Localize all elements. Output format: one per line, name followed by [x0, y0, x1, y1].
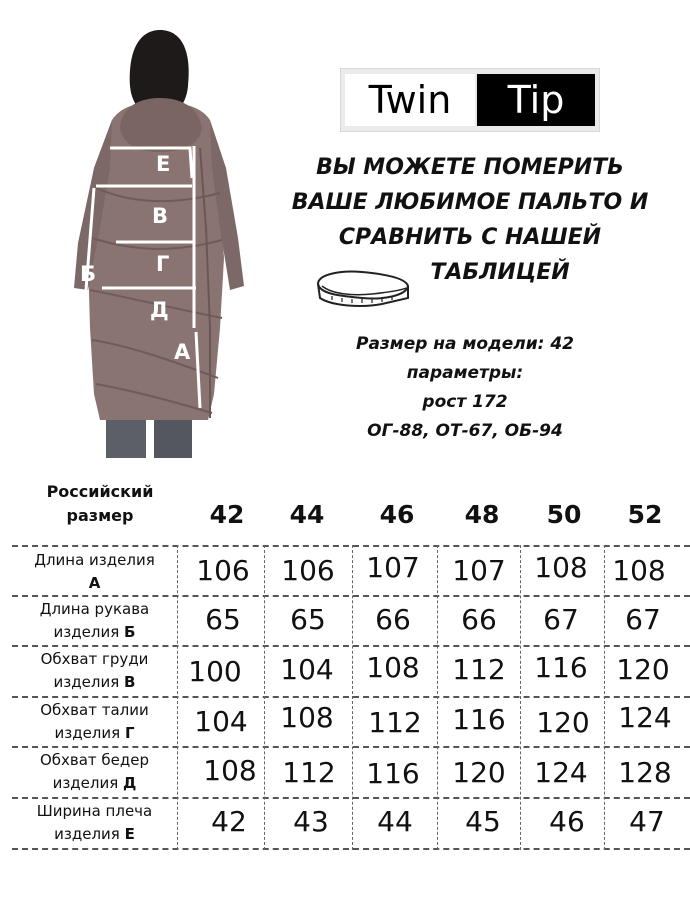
table-cell: 65 [290, 603, 326, 636]
header-line: размер [66, 506, 134, 525]
promo-line: ТАБЛИЦЕЙ [430, 260, 570, 285]
row-label-text: изделия [54, 724, 121, 742]
row-label-letter: Д [123, 774, 137, 792]
table-cell: 107 [366, 551, 420, 584]
table-cell: 45 [465, 805, 501, 838]
row-label-text: изделия [53, 623, 120, 641]
row-label-text: Обхват бедер [39, 751, 150, 769]
table-cell: 112 [282, 756, 336, 789]
model-info-line: параметры: [406, 363, 524, 383]
header-line: Российский [46, 482, 154, 501]
table-row-label [12, 598, 177, 644]
table-cell: 124 [534, 756, 588, 789]
row-label-letter: Б [124, 623, 136, 641]
model-info-line: ОГ-88, ОТ-67, ОБ-94 [367, 421, 563, 441]
size-column-header: 46 [379, 500, 415, 529]
table-row-divider [12, 645, 690, 647]
table-row-divider [12, 797, 690, 799]
model-info-line: рост 172 [422, 392, 508, 412]
row-label-text: изделия [54, 825, 120, 843]
row-label-text: изделия [53, 673, 120, 691]
table-cell: 47 [629, 805, 665, 838]
promo-line: ВАШЕ ЛЮБИМОЕ ПАЛЬТО И [291, 190, 649, 215]
size-column-header: 48 [464, 500, 500, 529]
promo-line: СРАВНИТЬ С НАШЕЙ [338, 225, 602, 250]
table-row-divider [12, 696, 690, 698]
tape-measure-icon [312, 264, 412, 310]
table-cell: 108 [612, 554, 666, 587]
size-table [12, 545, 690, 850]
table-cell: 65 [205, 603, 241, 636]
logo-left-text: Twin [345, 74, 475, 126]
table-row-label [12, 749, 177, 795]
row-label-letter: Е [124, 825, 135, 843]
table-cell: 100 [188, 655, 242, 688]
row-label-text: Обхват талии [40, 701, 149, 719]
table-row-divider [12, 595, 690, 597]
table-row-label [12, 648, 177, 694]
table-cell: 108 [534, 551, 588, 584]
measure-label-d: Д [150, 298, 169, 322]
table-cell: 106 [281, 554, 335, 587]
row-label-text: Длина изделия [34, 551, 155, 569]
table-cell: 112 [368, 706, 422, 739]
table-cell: 104 [280, 653, 334, 686]
table-cell: 120 [616, 653, 670, 686]
table-cell: 44 [377, 805, 413, 838]
table-cell: 46 [549, 805, 585, 838]
table-cell: 106 [196, 554, 250, 587]
table-cell: 107 [452, 554, 506, 587]
brand-logo [340, 68, 600, 132]
table-cell: 120 [452, 756, 506, 789]
table-column-divider [177, 545, 178, 850]
size-column-header: 44 [289, 500, 325, 529]
measure-label-v: В [152, 204, 169, 228]
measure-label-e: Е [156, 152, 171, 176]
table-cell: 67 [625, 603, 661, 636]
promo-line: ВЫ МОЖЕТЕ ПОМЕРИТЬ [316, 155, 624, 180]
logo-right-text: Tip [477, 74, 595, 126]
table-row-divider [12, 746, 690, 748]
table-header-size-system [20, 480, 180, 528]
row-label-letter: В [124, 673, 136, 691]
table-cell: 108 [203, 754, 257, 787]
table-row-divider [12, 848, 690, 850]
measure-label-b: Б [80, 262, 97, 286]
table-cell: 116 [534, 651, 588, 684]
row-label-text: Длина рукава [39, 600, 150, 618]
table-row-label [12, 699, 177, 745]
table-cell: 42 [211, 805, 247, 838]
table-cell: 124 [618, 701, 672, 734]
table-row-label [12, 800, 177, 846]
row-label-text: Ширина плеча [36, 802, 153, 820]
row-label-text: изделия [52, 774, 119, 792]
measure-label-a: А [174, 340, 191, 364]
size-column-header: 52 [627, 500, 663, 529]
table-cell: 128 [618, 756, 672, 789]
table-cell: 104 [194, 705, 248, 738]
table-row-label [12, 549, 177, 595]
row-label-text: Обхват груди [40, 650, 149, 668]
table-cell: 43 [293, 805, 329, 838]
model-info-line: Размер на модели: 42 [355, 334, 575, 354]
row-label-letter: А [88, 574, 101, 592]
size-column-header: 50 [546, 500, 582, 529]
coat-illustration [60, 28, 260, 458]
table-cell: 116 [452, 703, 506, 736]
measure-label-g: Г [156, 252, 170, 276]
table-cell: 120 [536, 706, 590, 739]
table-cell: 116 [366, 757, 420, 790]
model-info [330, 330, 600, 446]
table-cell: 66 [461, 603, 497, 636]
table-cell: 112 [452, 653, 506, 686]
model-photo [60, 28, 260, 458]
table-cell: 66 [375, 603, 411, 636]
table-cell: 67 [543, 603, 579, 636]
size-column-header: 42 [209, 500, 245, 529]
row-label-letter: Г [124, 724, 135, 742]
table-cell: 108 [280, 701, 334, 734]
table-cell: 108 [366, 651, 420, 684]
table-row-divider [12, 545, 690, 547]
